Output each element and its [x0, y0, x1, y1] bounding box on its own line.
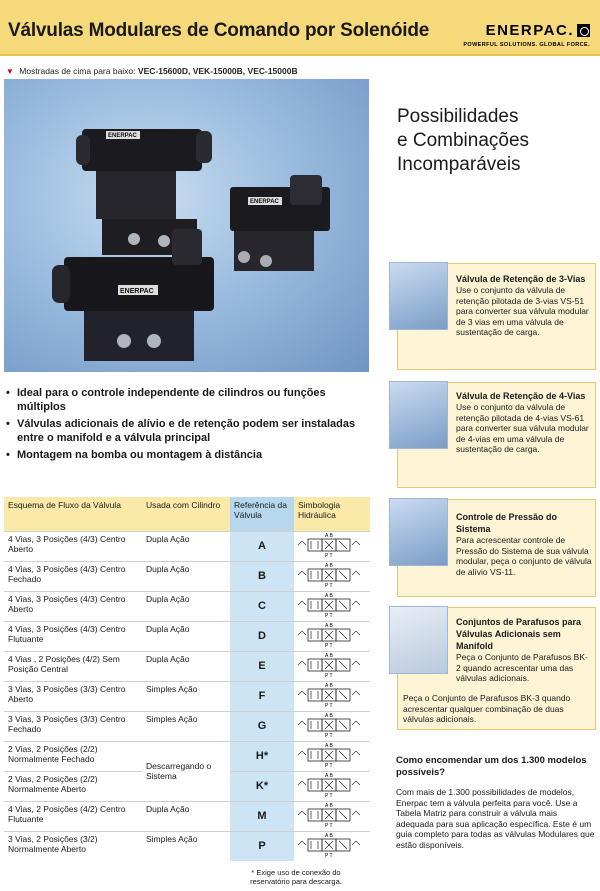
hydraulic-symbol-icon — [296, 652, 366, 678]
cell-scheme: 2 Vias, 2 Posições (2/2) Normalmente Fechado — [4, 741, 142, 771]
cell-scheme: 3 Vias, 3 Posições (3/3) Centro Aberto — [4, 681, 142, 711]
cell-ref: F — [230, 681, 294, 711]
cell-use: Dupla Ação — [142, 531, 230, 561]
panel-image-pressure-control — [389, 498, 448, 566]
svg-text:P T: P T — [325, 732, 333, 738]
panel-image-check-4way — [389, 381, 448, 449]
valve-label-top: ENERPAC — [108, 133, 137, 139]
cell-use: Dupla Ação — [142, 591, 230, 621]
cell-ref: D — [230, 621, 294, 651]
col-header-scheme: Esquema de Fluxo da Válvula — [4, 497, 142, 531]
caption-models: VEC-15600D, VEK-15000B, VEC-15000B — [137, 66, 298, 76]
table-row — [4, 831, 370, 861]
table-row — [4, 531, 370, 561]
svg-text:A B: A B — [325, 682, 333, 689]
feature-item: • Ideal para o controle independente de cilindros ou funções múltiplos — [6, 386, 366, 414]
cell-scheme: 4 Vias, 3 Posições (4/3) Centro Flutuante — [4, 621, 142, 651]
valves-illustration — [4, 79, 369, 372]
svg-text:A B: A B — [325, 833, 333, 839]
logo-tagline: POWERFUL SOLUTIONS. GLOBAL FORCE. — [463, 42, 590, 48]
cell-ref: C — [230, 591, 294, 621]
panel-image-bolt-kits — [389, 606, 448, 674]
hydraulic-symbol-icon — [296, 802, 366, 828]
panel-text-pressure-control — [456, 511, 592, 577]
hydraulic-symbol-icon — [296, 622, 366, 648]
panel-title: Controle de Pressão do Sistema — [456, 512, 558, 534]
panel-body: Use o conjunto da válvula de retenção pilotada de 4-vias VS-61 para converter sua válvula modular de 4-vias em uma válvula de sustentação de carga. — [456, 402, 589, 454]
panel-body: Peça o Conjunto de Parafusos BK-2 quando acrescentar uma das válvulas adicionais. — [456, 652, 588, 683]
panel-image-check-3way — [389, 262, 448, 330]
table-row — [4, 621, 370, 651]
headline-line-3: Incomparáveis — [397, 154, 521, 175]
valve-label-right: ENERPAC — [250, 199, 279, 205]
panel-title: Válvula de Retenção de 3-Vias — [456, 274, 586, 284]
svg-text:P T: P T — [325, 582, 333, 588]
panel-text-bolt-kits-2 — [403, 693, 593, 725]
cell-use: Dupla Ação — [142, 651, 230, 681]
hydraulic-symbol-icon — [296, 532, 366, 558]
cell-ref: B — [230, 561, 294, 591]
col-header-ref: Referência da Válvula — [230, 497, 294, 531]
svg-text:A B: A B — [325, 712, 333, 719]
hydraulic-symbol-icon — [296, 592, 366, 618]
panel-body: Use o conjunto da válvula de retenção pilotada de 3-vias VS-51 para converter sua válvula modular de 3 vias em uma válvula de sustentação de carga. — [456, 285, 589, 337]
panel-text-check-4way — [456, 390, 592, 455]
valve-label-bottom: ENERPAC — [120, 288, 154, 295]
cell-ref: E — [230, 651, 294, 681]
panel-title: Conjuntos de Parafusos para Válvulas Adicionais sem Manifold — [456, 617, 582, 651]
table-row — [4, 711, 370, 741]
cell-ref: H* — [230, 741, 294, 771]
svg-text:P T: P T — [325, 642, 333, 648]
svg-text:P T: P T — [325, 792, 333, 798]
panel-title: Válvula de Retenção de 4-Vias — [456, 391, 586, 401]
svg-text:A B: A B — [325, 622, 333, 629]
svg-text:A B: A B — [325, 592, 333, 599]
cell-symbol — [294, 801, 370, 831]
cell-scheme: 3 Vias, 2 Posições (3/2) Normalmente Aberto — [4, 831, 142, 861]
product-photo — [4, 79, 369, 372]
cell-scheme: 4 Vias, 3 Posições (4/3) Centro Aberto — [4, 591, 142, 621]
cell-use: Simples Ação — [142, 711, 230, 741]
cell-symbol — [294, 561, 370, 591]
cell-symbol — [294, 531, 370, 561]
hydraulic-symbol-icon — [296, 712, 366, 738]
enerpac-logo — [463, 22, 590, 48]
table-footnote: * Exige uso de conexão do reservatório para descarga. — [250, 868, 342, 886]
svg-text:A B: A B — [325, 562, 333, 569]
cell-scheme: 4 Vias, 2 Posições (4/2) Centro Flutuante — [4, 801, 142, 831]
table-row — [4, 681, 370, 711]
panel-text-bolt-kits — [456, 616, 592, 684]
svg-text:A B: A B — [325, 532, 333, 539]
svg-text:P T: P T — [325, 672, 333, 678]
red-triangle-icon: ▼ — [6, 67, 14, 76]
headline — [397, 105, 529, 177]
hydraulic-symbol-icon — [296, 562, 366, 588]
logo-mark-icon — [577, 24, 590, 37]
cell-symbol — [294, 621, 370, 651]
svg-text:P T: P T — [325, 702, 333, 708]
cell-symbol — [294, 711, 370, 741]
panel-body: Para acrescentar controle de Pressão do Sistema de sua válvula modular, peça o conjunto de válvula de alívio VS-11. — [456, 535, 592, 577]
svg-text:A B: A B — [325, 742, 333, 749]
cell-symbol — [294, 651, 370, 681]
cell-scheme: 2 Vias, 2 Posições (2/2) Normalmente Aberto — [4, 771, 142, 801]
cell-scheme: 3 Vias, 3 Posições (3/3) Centro Fechado — [4, 711, 142, 741]
svg-text:P T: P T — [325, 853, 333, 858]
feature-item: • Válvulas adicionais de alívio e de retenção podem ser instaladas entre o manifold e a válvula principal — [6, 417, 366, 445]
cell-symbol — [294, 681, 370, 711]
cell-ref: P — [230, 831, 294, 861]
hydraulic-symbol-icon — [296, 832, 366, 858]
caption-prefix: Mostradas de cima para baixo: — [19, 66, 136, 76]
svg-text:P T: P T — [325, 612, 333, 618]
cell-use: Simples Ação — [142, 831, 230, 861]
cell-ref: K* — [230, 771, 294, 801]
svg-text:P T: P T — [325, 762, 333, 768]
cell-ref: M — [230, 801, 294, 831]
page-header — [0, 0, 600, 56]
page-title: Válvulas Modulares de Comando por Solenóide — [8, 20, 430, 41]
cell-use: Dupla Ação — [142, 801, 230, 831]
feature-item: • Montagem na bomba ou montagem à distância — [6, 448, 366, 462]
cell-scheme: 4 Vias, 3 Posições (4/3) Centro Aberto — [4, 531, 142, 561]
cell-scheme: 4 Vias, 3 Posições (4/3) Centro Fechado — [4, 561, 142, 591]
cell-use: Dupla Ação — [142, 561, 230, 591]
table-row — [4, 591, 370, 621]
headline-line-2: e Combinações — [397, 130, 530, 151]
table-row — [4, 561, 370, 591]
cell-use: Dupla Ação — [142, 621, 230, 651]
cell-ref: A — [230, 531, 294, 561]
cell-symbol — [294, 591, 370, 621]
order-question: Como encomendar um dos 1.300 modelos possíveis? — [396, 755, 587, 778]
table-row — [4, 801, 370, 831]
cell-use: Simples Ação — [142, 681, 230, 711]
svg-text:A B: A B — [325, 802, 333, 809]
cell-ref: G — [230, 711, 294, 741]
table-header-row — [4, 497, 370, 531]
svg-text:P T: P T — [325, 552, 333, 558]
svg-text:A B: A B — [325, 772, 333, 779]
valve-table — [4, 497, 370, 861]
panel-text-check-3way — [456, 273, 592, 338]
cell-symbol — [294, 831, 370, 861]
headline-line-1: Possibilidades — [397, 106, 519, 127]
svg-text:P T: P T — [325, 822, 333, 828]
order-section — [396, 755, 596, 850]
cell-symbol — [294, 741, 370, 771]
cell-scheme: 4 Vias , 2 Posições (4/2) Sem Posição Central — [4, 651, 142, 681]
hydraulic-symbol-icon — [296, 742, 366, 768]
logo-word: ENERPAC. — [485, 22, 574, 39]
hydraulic-symbol-icon — [296, 772, 366, 798]
hydraulic-symbol-icon — [296, 682, 366, 708]
photo-caption — [6, 66, 298, 76]
panel-body: Peça o Conjunto de Parafusos BK-3 quando acrescentar qualquer combinação de duas válvulas adicionais. — [403, 693, 571, 724]
valve-right — [230, 175, 330, 271]
table-row — [4, 741, 370, 771]
cell-use: Descarregando o Sistema — [142, 741, 230, 801]
col-header-symbol: Simbologia Hidráulica — [294, 497, 370, 531]
table-row — [4, 651, 370, 681]
col-header-use: Usada com Cilindro — [142, 497, 230, 531]
svg-text:A B: A B — [325, 652, 333, 659]
cell-symbol — [294, 771, 370, 801]
order-answer: Com mais de 1.300 possibilidades de modelos, Enerpac tem a válvula perfeita para você. Use a Tabela Matriz para construir a válvula mais adequada para sua aplicação específica. Este é um guia completo para todas as válvulas Modulares que estão disponíveis. — [396, 787, 595, 850]
feature-list — [6, 386, 366, 465]
